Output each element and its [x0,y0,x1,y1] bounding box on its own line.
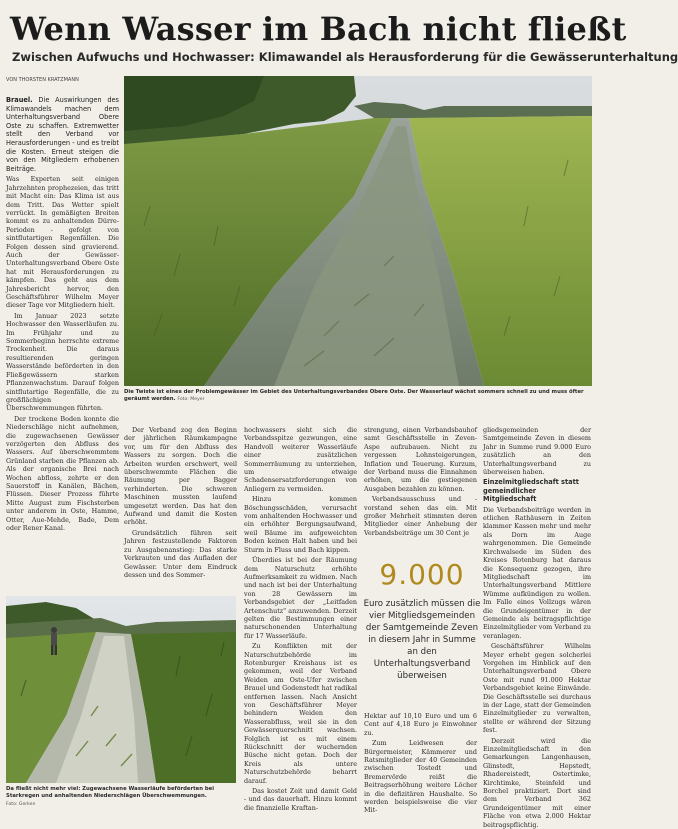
col4-para: strengung, einen Verbandsbauhof samt Geschäftsstelle in Zeven-Aspe aufzubauen. Nicht zu vergessen Lohnsteigerungen, Inflation und Teuerung. Kurzum, der Verband muss die Einnahmen erhöhen, um die gestiegenen Ausgaben bezahlen zu können. [364,426,477,493]
pullquote-number: 9.000 [379,558,465,591]
col3-para: Zu Konflikten mit der Naturschutzbehörde im Rotenburger Kreishaus ist es gekommen, weil der Verband Weiden am Oste-Ufer zwischen Brauel und Godenstedt hat radikal entfernen lassen. Nach Ansicht von Geschäftsführer Meyer behindern Weiden den Wasserabfluss, weil sie in den Gewässerquerschnitt wachsen. Folglich ist es mit einem Rückschnitt der wuchernden Büsche nicht getan. Doch der Kreis als untere Naturschutzbehörde beharrt darauf. [244,642,357,785]
col3-para: Hinzu kommen Böschungsschäden, verursacht vom anhaltenden Hochwasser und ein erhöhter Bergungsaufwand, weil Bäume im aufgeweichten Boden keinen Halt haben und bei Sturm in Fluss und Bach kippen. [244,495,357,554]
col4-para: Verbandsausschuss und -vorstand sehen das ein. Mit großer Mehrheit stimmten deren Mitglieder einer Anhebung der Verbandsbeiträge um 30 Cent je [364,495,477,537]
subheadline: Zwischen Aufwuchs und Hochwasser: Klimawandel als Herausforderung für die Gewässerunterhaltung [12,50,678,64]
col1-para: Der trockene Boden konnte die Niederschläge nicht aufnehmen, die zugewachsenen Gewässer verzögerten den Abfluss des Wassers. Auf überschwemmtem Grünland starben die Pflanzen ab. Als der organische Brei nach Wochen abfloss, zehrte er den Sauerstoff in Kanälen, Bächen, Flüssen. Dieser Prozess führte Mitte August zum Fischsterben unter anderem in Oste, Hamme, Otter, Aue-Mehde, Bade, Dem oder Rener Kanal. [6,414,119,532]
col3-para: hochwassers sieht sich die Verbandsspitze gezwungen, eine Handvoll weiterer Wasserläufe einer zusätzlichen Sommerräumung zu unterziehen, um etwaige Schadensersatzforderungen von Anliegern zu vermeiden. [244,426,357,493]
col1-para: Was Experten seit einigen Jahrzehnten prophezeien, das tritt mit Macht ein: Das Klima ist aus dem Tritt. Das Wetter spielt verrückt. In gemäßigten Breiten kommt es zu anhaltenden Dürre-Perioden - gefolgt von sintflutartigen Regenfällen. Die Folgen dessen sind gravierend. Auch der Gewässer-Unterhaltungsverband Obere Oste hat mit Herausforderungen zu kämpfen. Das geht aus dem Jahresbericht hervor, den Geschäftsführer Wilhelm Meyer dieser Tage vor Mitgliedern hielt. [6,175,119,310]
stream-field-image [124,76,592,386]
col1-para: Im Januar 2023 setzte Hochwasser den Wasserläufen zu. Im Frühjahr und zu Sommerbeginn herrschte extreme Trockenheit. Die daraus resultierenden geringen Wasserstände beförderten in den Fließgewässern starken Pflanzenwachstum. Darauf folgen sintflutartige Regenfälle, die zu großflächigen Überschwemmungen führten. [6,311,119,413]
col5-para: Derzeit wird die Einzelmitgliedschaft in den Gemarkungen Langenhausen, Glinstedt, Hepstedt, Rhadereistedt, Ostertimke, Kirchtimke, Steinfeld und Borchel praktiziert. Dort sind dem Verband 362 Grundeigentümer mit einer Fläche von etwa 2.000 Hektar beitragspflichtig. [483,736,591,829]
column-2 [124,426,237,588]
col3-para: Das kostet Zeit und damit Geld - und das dauerhaft. Hinzu kommt die finanzielle Kraftan- [244,787,357,812]
pullquote-text: Euro zusätzlich müssen die vier Mitgliedsgemeinden der Samtgemeinde Zeven in diesem Jahr in Summe an den Unterhaltungsverband überweisen [363,599,481,681]
main-photo-credit: Foto: Meyer [177,397,205,402]
ditch-image [6,596,236,783]
column-3 [244,426,357,812]
col4b-para: Hektar auf 10,10 Euro und um 6 Cent auf 4,18 Euro je Einwohner zu. [364,712,477,737]
col5-para: gliedsgemeinden der Samtgemeinde Zeven in diesem Jahr in Summe rund 9.000 Euro zusätzlich an den Unterhaltungsverband zu überweisen haben. [483,426,591,477]
column-5 [483,426,591,829]
col4b-para: Zum Leidwesen der Bürgermeister, Kämmerer und Ratsmitglieder der 40 Gemeinden zwischen Tostedt und Bremervörde reißt die Beitragserhöhung weitere Löcher in die defizitären Haushalte. So werden beispielsweise die vier Mit- [364,739,477,815]
main-photo-twiste [124,76,592,386]
section-heading: Einzelmitgliedschaft statt gemeindlicher Mitgliedschaft [483,478,579,504]
second-photo-credit: Foto: Gerken [6,802,36,807]
main-photo-caption [124,389,592,403]
second-photo-overgrown-ditch [6,596,236,783]
col2-para: Grundsätzlich führen seit Jahren festzustellende Faktoren zu Ausgabenanstieg: Das starke Verkrauten und das Aufladen der Gewässer. Unter dem Eindruck dessen und des Sommer- [124,528,237,579]
byline: VON THORSTEN KRATZMANN [6,77,79,83]
main-photo-caption-text: Die Twiste ist eines der Problemgewässer im Gebiet des Unterhaltungsverbandes Obere Oste. Der Wasserlauf wächst sommers schnell zu und muss öfter geräumt werden. [124,389,584,402]
headline: Wenn Wasser im Bach nicht fließt [10,10,627,48]
second-photo-caption: Da fließt nicht mehr viel: Zugewachsene Wasserläufe beförderten bei Starkregen und anhaltenden Niederschlägen Überschwemmungen. [6,786,215,799]
col2-para: Der Verband zog den Beginn der jährlichen Räumkampagne vor, um für den Abfluss des Wassers zu sorgen. Doch die Arbeiten wurden erschwert, weil überschwemmte Flächen die Räumung per Bagger verhinderten. Die schweren Maschinen mussten laufend umgesetzt werden. Das hat den Aufwand und damit die Kosten erhöht. [124,426,237,527]
column-4-bottom [364,712,477,815]
lead-text: Die Auswirkungen des Klimawandels machen dem Unterhaltungsverband Obere Oste zu schaffen. Extremwetter stellt den Verband vor Herausforderungen - und es treibt die Kosten. Erneut steigen die von den Mitgliedern erhobenen Beiträge. [6,96,119,173]
lead-place: Brauel. [6,96,33,104]
col3-para: Überdies ist bei der Räumung dem Naturschutz erhöhte Aufmerksamkeit zu widmen. Nach und nach ist bei der Unterhaltung von 28 Gewässern im Verbandsgebiet der „Leitfaden Artenschutz" anzuwenden. Derzeit gelten die Bestimmungen einer naturschonenden Unterhaltung für 17 Wasserläufe. [244,556,357,640]
lead-paragraph [6,96,119,173]
column-1 [6,96,119,588]
col5-para: Geschäftsführer Wilhelm Meyer erhebt gegen solcherlei Vorgehen im Hinblick auf den Unterhaltungsverband Obere Oste mit rund 91.000 Hektar Verbandsgebiet keine Einwände. Die Geschäftsstelle sei durchaus in der Lage, statt der Gemeinden Einzelmitglieder zu verwalten, stellte er während der Sitzung fest. [483,642,591,735]
col5-para: Die Verbandsbeiträge werden in etlichen Rathäusern in Zeiten klammer Kassen mehr und mehr als Dorn im Auge wahrgenommen. Die Gemeinde Kirchwalsede im Süden des Kreises Rotenburg hat daraus die Konsequenz gezogen, ihre Mitgliedschaft im Unterhaltungsverband Mittlere Wümme aufkündigen zu wollen. Im Falle eines Vollzugs wären die Grundeigentümer in der Gemeinde als beitragspflichtige Einzelmitglieder vom Verband zu veranlagen. [483,505,591,640]
column-4-top [364,426,477,552]
